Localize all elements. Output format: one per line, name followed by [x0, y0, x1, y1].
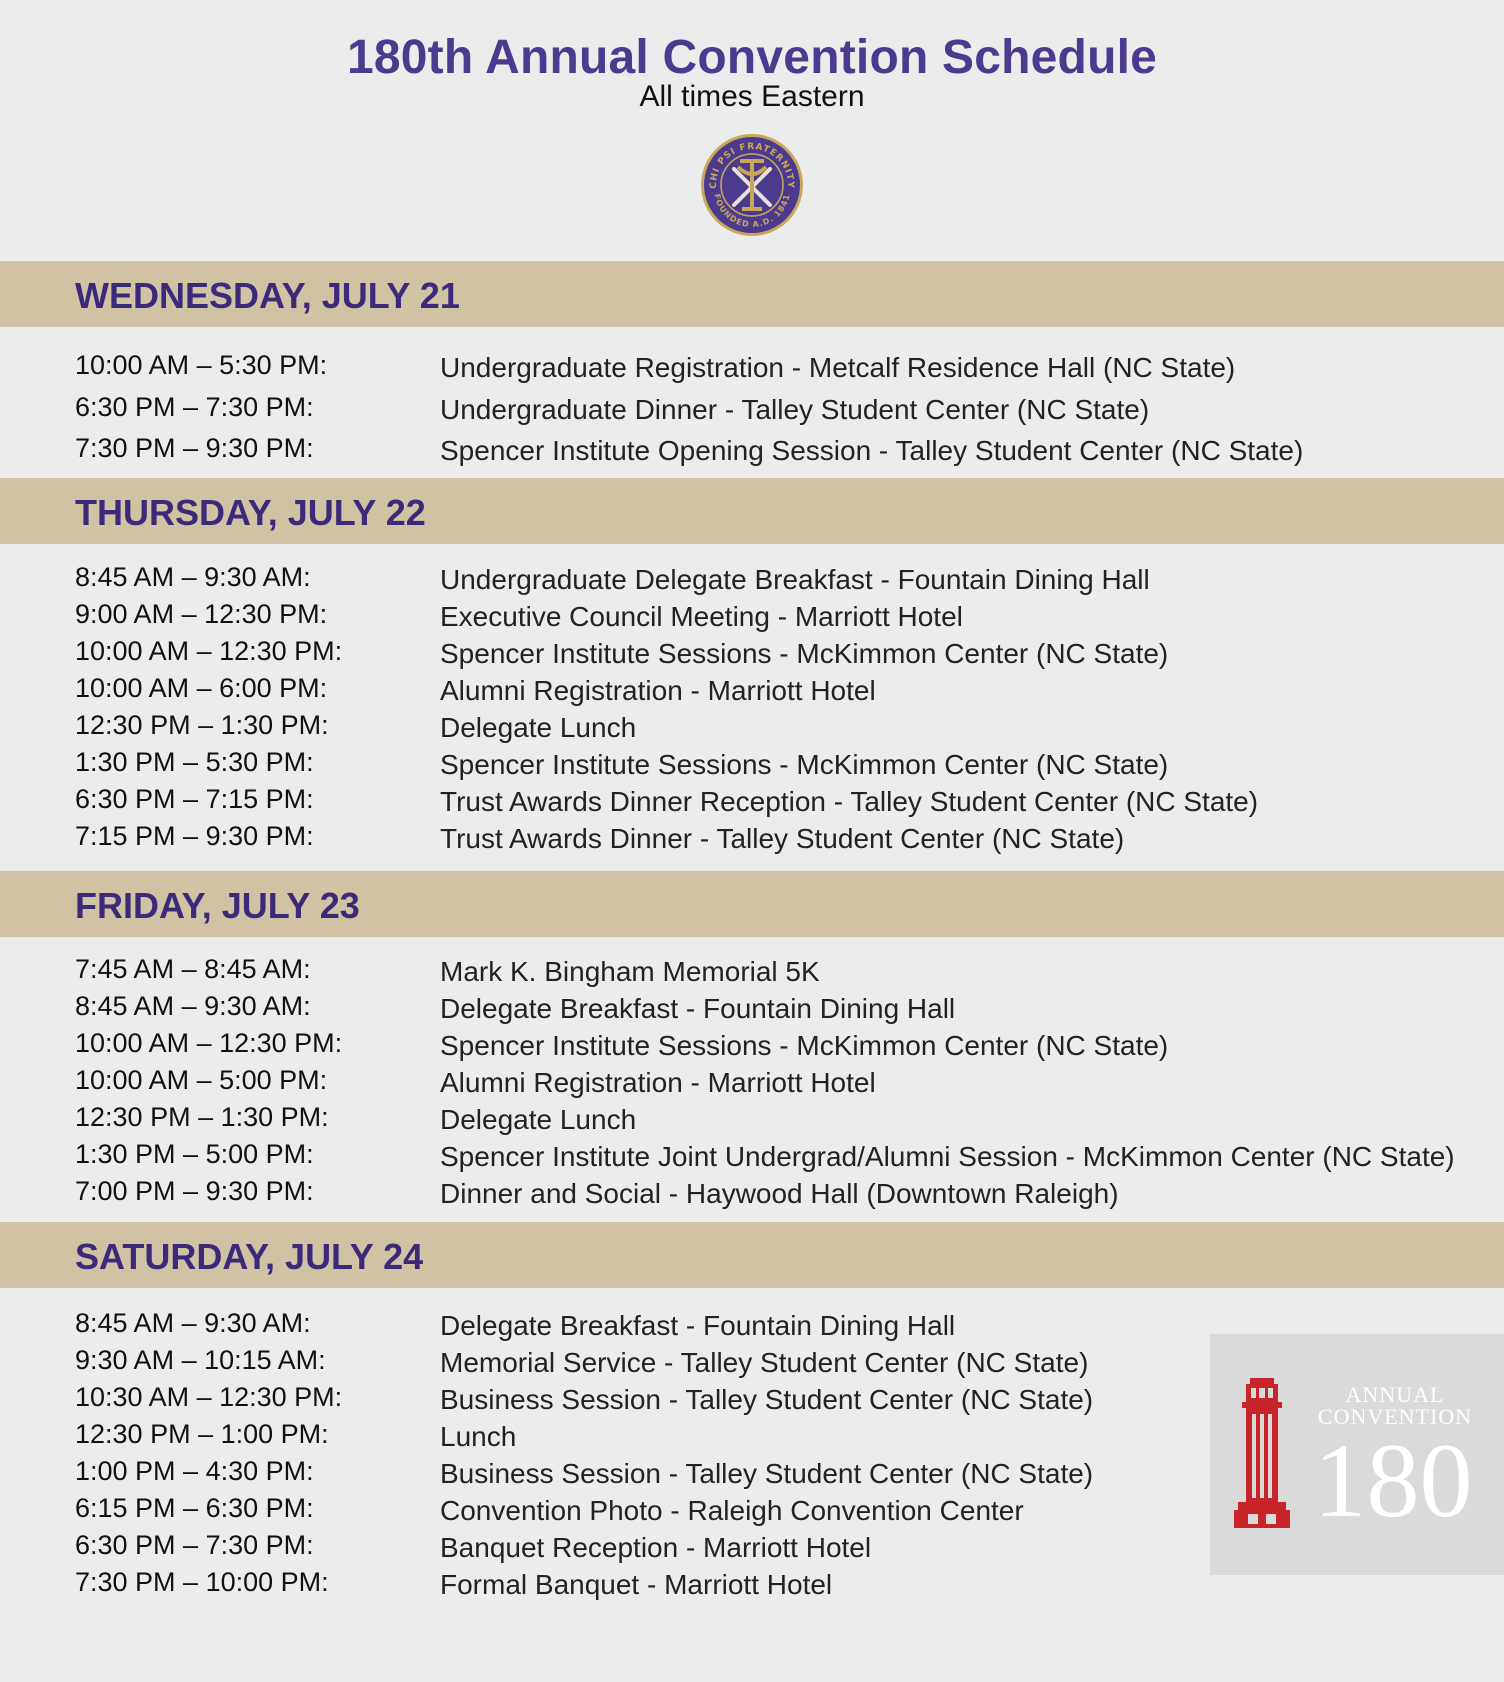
event-name: Alumni Registration - Marriott Hotel [440, 1067, 876, 1098]
event-name: Undergraduate Delegate Breakfast - Fountain Dining Hall [440, 564, 1150, 595]
event-name: Alumni Registration - Marriott Hotel [440, 675, 876, 706]
event-time: 10:30 AM – 12:30 PM: [75, 1382, 343, 1412]
event-time: 10:00 AM – 12:30 PM: [75, 636, 343, 666]
event-time: 8:45 AM – 9:30 AM: [75, 1308, 311, 1338]
day-label: WEDNESDAY, JULY 21 [75, 275, 460, 316]
event-name: Spencer Institute Sessions - McKimmon Center (NC State) [440, 749, 1169, 780]
event-name: Mark K. Bingham Memorial 5K [440, 956, 820, 987]
schedule-list-wednesday [0, 350, 1504, 470]
page-title: 180th Annual Convention Schedule [346, 31, 1158, 84]
event-name: Trust Awards Dinner Reception - Talley Student Center (NC State) [440, 786, 1259, 817]
event-name: Trust Awards Dinner - Talley Student Center (NC State) [440, 823, 1125, 854]
schedule-row [0, 821, 1504, 858]
schedule-row [0, 562, 1504, 599]
schedule-row [0, 1176, 1504, 1213]
event-name: Spencer Institute Sessions - McKimmon Center (NC State) [440, 1030, 1169, 1061]
schedule-row [0, 954, 1504, 991]
event-time: 9:00 AM – 12:30 PM: [75, 599, 328, 629]
event-time: 6:15 PM – 6:30 PM: [75, 1493, 314, 1523]
schedule-row [0, 1065, 1504, 1102]
event-name: Delegate Lunch [440, 712, 637, 743]
event-name: Banquet Reception - Marriott Hotel [440, 1532, 872, 1563]
seal-text-top: CHI PSI FRATERNITY [708, 141, 796, 189]
event-name: Delegate Breakfast - Fountain Dining Hall [440, 993, 956, 1024]
event-time: 6:30 PM – 7:15 PM: [75, 784, 314, 814]
logo-line-convention: CONVENTION [1317, 1404, 1473, 1429]
event-time: 9:30 AM – 10:15 AM: [75, 1345, 326, 1375]
event-time: 7:30 PM – 10:00 PM: [75, 1567, 329, 1597]
event-time: 8:45 AM – 9:30 AM: [75, 562, 311, 592]
schedule-row [0, 599, 1504, 636]
schedule-list-friday [0, 954, 1504, 1213]
belltower-icon [1234, 1378, 1290, 1528]
schedule-row [0, 1102, 1504, 1139]
schedule-row [0, 1139, 1504, 1176]
event-time: 7:45 AM – 8:45 AM: [75, 954, 311, 984]
event-name: Undergraduate Registration - Metcalf Residence Hall (NC State) [440, 352, 1236, 383]
logo-number: 180 [1313, 1422, 1473, 1539]
schedule-row [0, 710, 1504, 747]
event-name: Undergraduate Dinner - Talley Student Center (NC State) [440, 394, 1150, 425]
convention-logo [1210, 1334, 1504, 1575]
schedule-row [0, 636, 1504, 673]
schedule-row [0, 991, 1504, 1028]
event-time: 10:00 AM – 5:30 PM: [75, 350, 328, 380]
event-name: Executive Council Meeting - Marriott Hotel [440, 601, 963, 632]
schedule-row [0, 747, 1504, 784]
day-header-wednesday [0, 261, 1504, 327]
day-header-saturday [0, 1222, 1504, 1288]
event-name: Spencer Institute Joint Undergrad/Alumni Session - McKimmon Center (NC State) [440, 1141, 1455, 1172]
schedule-row [0, 350, 1504, 392]
schedule-list-thursday [0, 562, 1504, 858]
event-name: Convention Photo - Raleigh Convention Center [440, 1495, 1024, 1526]
day-label: FRIDAY, JULY 23 [75, 885, 360, 926]
event-time: 7:15 PM – 9:30 PM: [75, 821, 314, 851]
seal-text-bottom: FOUNDED A.D. 1841 [712, 192, 792, 230]
day-label: THURSDAY, JULY 22 [75, 492, 426, 533]
page-subtitle: All times Eastern [639, 80, 865, 113]
event-name: Dinner and Social - Haywood Hall (Downtown Raleigh) [440, 1178, 1119, 1209]
event-time: 1:30 PM – 5:30 PM: [75, 747, 314, 777]
event-time: 6:30 PM – 7:30 PM: [75, 1530, 314, 1560]
event-name: Business Session - Talley Student Center (NC State) [440, 1384, 1094, 1415]
event-time: 7:30 PM – 9:30 PM: [75, 433, 314, 463]
event-name: Delegate Lunch [440, 1104, 637, 1135]
event-time: 10:00 AM – 6:00 PM: [75, 673, 328, 703]
day-label: SATURDAY, JULY 24 [75, 1236, 424, 1277]
event-time: 12:30 PM – 1:30 PM: [75, 1102, 329, 1132]
event-time: 1:30 PM – 5:00 PM: [75, 1139, 314, 1169]
day-header-friday [0, 871, 1504, 937]
schedule-row [0, 392, 1504, 433]
event-time: 1:00 PM – 4:30 PM: [75, 1456, 314, 1486]
event-time: 7:00 PM – 9:30 PM: [75, 1176, 314, 1206]
event-name: Delegate Breakfast - Fountain Dining Hall [440, 1310, 956, 1341]
schedule-row [0, 673, 1504, 710]
schedule-row [0, 433, 1504, 470]
event-time: 10:00 AM – 5:00 PM: [75, 1065, 328, 1095]
event-name: Spencer Institute Sessions - McKimmon Center (NC State) [440, 638, 1169, 669]
fraternity-seal-icon [700, 133, 804, 237]
event-name: Formal Banquet - Marriott Hotel [440, 1569, 833, 1600]
event-time: 12:30 PM – 1:30 PM: [75, 710, 329, 740]
event-time: 8:45 AM – 9:30 AM: [75, 991, 311, 1021]
schedule-row [0, 1028, 1504, 1065]
day-header-thursday [0, 478, 1504, 544]
event-name: Business Session - Talley Student Center (NC State) [440, 1458, 1094, 1489]
event-name: Memorial Service - Talley Student Center (NC State) [440, 1347, 1089, 1378]
event-name: Spencer Institute Opening Session - Talley Student Center (NC State) [440, 435, 1304, 466]
event-time: 6:30 PM – 7:30 PM: [75, 392, 314, 422]
event-time: 12:30 PM – 1:00 PM: [75, 1419, 329, 1449]
event-name: Lunch [440, 1421, 517, 1452]
logo-line-annual: ANNUAL [1345, 1382, 1445, 1407]
schedule-row [0, 784, 1504, 821]
event-time: 10:00 AM – 12:30 PM: [75, 1028, 343, 1058]
